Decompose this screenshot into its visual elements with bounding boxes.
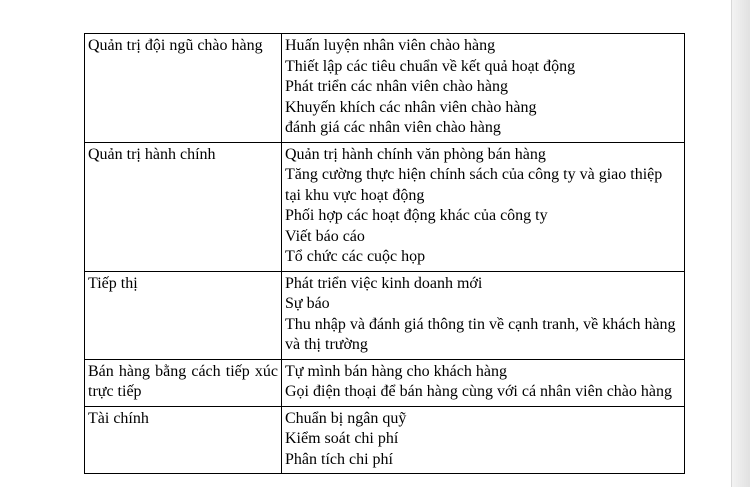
tasks-cell xyxy=(282,34,685,143)
tasks-cell xyxy=(282,406,685,474)
task-item: Chuẩn bị ngân quỹ xyxy=(285,409,407,427)
table-row xyxy=(85,359,685,406)
task-item: Thu nhập và đánh giá thông tin về cạnh tranh, về khách hàng và thị trường xyxy=(285,315,676,353)
task-item: Phát triển các nhân viên chào hàng xyxy=(285,78,509,95)
tasks-cell xyxy=(282,142,685,271)
tasks-cell xyxy=(282,359,685,406)
task-item: đánh giá các nhân viên chào hàng xyxy=(285,119,501,136)
task-item: Thiết lập các tiêu chuẩn về kết quả hoạt động xyxy=(285,57,576,75)
task-item: Sự báo xyxy=(285,295,330,312)
task-item: Phân tích chi phí xyxy=(285,450,393,468)
task-item: Quản trị hành chính văn phòng bán hàng xyxy=(285,145,546,163)
table-row xyxy=(85,271,685,359)
function-cell: Quản trị hành chính xyxy=(85,142,282,271)
duties-table xyxy=(84,33,685,474)
task-item: Tự mình bán hàng cho khách hàng xyxy=(285,362,507,380)
task-item: Khuyến khích các nhân viên chào hàng xyxy=(285,98,537,116)
function-cell: Quản trị đội ngũ chào hàng xyxy=(85,34,282,143)
task-item: Phát triển việc kinh doanh mới xyxy=(285,274,483,292)
table-row xyxy=(85,142,685,271)
task-item: Phối hợp các hoạt động khác của công ty xyxy=(285,207,548,224)
function-cell: Bán hàng bằng cách tiếp xúc trực tiếp xyxy=(85,359,282,406)
task-item: Gọi điện thoại để bán hàng cùng với cá nhân viên chào hàng xyxy=(285,383,673,400)
table-row xyxy=(85,34,685,143)
page-edge-shadow xyxy=(731,0,750,487)
task-item: Kiểm soát chi phí xyxy=(285,430,399,447)
table-row xyxy=(85,406,685,474)
tasks-cell xyxy=(282,271,685,359)
task-item: Tổ chức các cuộc họp xyxy=(285,248,426,265)
task-item: Tăng cường thực hiện chính sách của công ty và giao thiệp tại khu vực hoạt động xyxy=(285,166,663,204)
function-cell: Tiếp thị xyxy=(85,271,282,359)
task-item: Viết báo cáo xyxy=(285,227,365,245)
task-item: Huấn luyện nhân viên chào hàng xyxy=(285,37,496,54)
function-cell: Tài chính xyxy=(85,406,282,474)
